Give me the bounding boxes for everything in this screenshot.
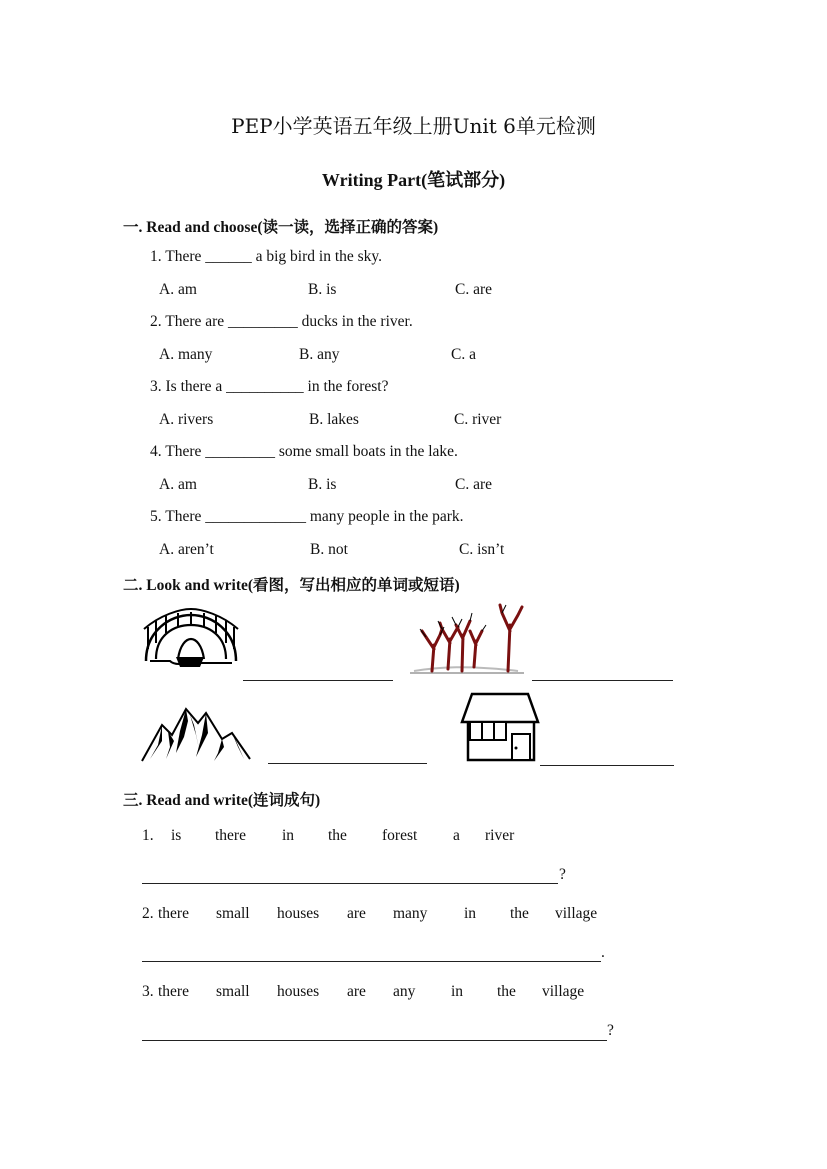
q5-option-c[interactable]: C. isn’t — [459, 541, 505, 558]
item-1-word: a — [453, 827, 460, 844]
question-2: 2. There are _________ ducks in the river. — [150, 313, 413, 330]
q1-option-a[interactable]: A. am — [159, 281, 197, 298]
item-3-word: are — [347, 983, 366, 1000]
item-3-number: 3. — [142, 983, 154, 1000]
q4-option-b[interactable]: B. is — [308, 476, 337, 493]
section-2-heading: 二. Look and write(看图，写出相应的单词或短语) — [123, 577, 460, 594]
q3-option-b[interactable]: B. lakes — [309, 411, 359, 428]
answer-line-trees[interactable] — [532, 680, 673, 681]
page-subtitle: Writing Part(笔试部分) — [321, 170, 506, 190]
item-1-word: the — [328, 827, 347, 844]
item-2-word: there — [158, 905, 189, 922]
item-2-word: are — [347, 905, 366, 922]
question-5: 5. There _____________ many people in the park. — [150, 508, 464, 525]
answer-line-2[interactable] — [142, 961, 601, 962]
item-1-word: there — [215, 827, 246, 844]
page-title: PEP小学英语五年级上册Unit 6单元检测 — [231, 114, 596, 138]
answer-line-bridge[interactable] — [243, 680, 393, 681]
item-3-word: the — [497, 983, 516, 1000]
item-2-word: in — [464, 905, 477, 922]
house-picture — [458, 690, 542, 764]
q2-option-b[interactable]: B. any — [299, 346, 340, 363]
q5-option-b[interactable]: B. not — [310, 541, 348, 558]
item-2-word: the — [510, 905, 529, 922]
q4-option-a[interactable]: A. am — [159, 476, 197, 493]
item-1-word: is — [171, 827, 182, 844]
q1-option-b[interactable]: B. is — [308, 281, 337, 298]
item-2-word: small — [216, 905, 250, 922]
item-3-word: in — [451, 983, 464, 1000]
item-3-word: there — [158, 983, 189, 1000]
section-1-heading: 一. Read and choose(读一读，选择正确的答案) — [123, 219, 439, 236]
item-2-word: many — [393, 905, 428, 922]
item-1-word: river — [485, 827, 515, 844]
q2-option-a[interactable]: A. many — [159, 346, 213, 363]
item-1-end-mark: ? — [559, 866, 566, 883]
answer-line-mountains[interactable] — [268, 763, 427, 764]
item-1-number: 1. — [142, 827, 154, 844]
q1-option-c[interactable]: C. are — [455, 281, 493, 298]
item-1-word: in — [282, 827, 295, 844]
item-2-number: 2. — [142, 905, 154, 922]
question-1: 1. There ______ a big bird in the sky. — [150, 248, 383, 265]
q2-option-c[interactable]: C. a — [451, 346, 476, 363]
answer-line-3[interactable] — [142, 1040, 607, 1041]
answer-line-house[interactable] — [540, 765, 674, 766]
item-2-word: village — [555, 905, 598, 922]
mountains-picture — [140, 701, 252, 763]
item-2-end-mark: . — [601, 944, 605, 961]
trees-picture — [408, 601, 526, 677]
item-2-word: houses — [277, 905, 320, 922]
item-3-word: small — [216, 983, 250, 1000]
question-4: 4. There _________ some small boats in the lake. — [150, 443, 458, 460]
q3-option-c[interactable]: C. river — [454, 411, 502, 428]
q3-option-a[interactable]: A. rivers — [159, 411, 214, 428]
q5-option-a[interactable]: A. aren’t — [159, 541, 214, 558]
item-1-word: forest — [382, 827, 418, 844]
item-3-word: village — [542, 983, 585, 1000]
bridge-picture — [140, 603, 242, 667]
item-3-end-mark: ? — [607, 1022, 614, 1039]
q4-option-c[interactable]: C. are — [455, 476, 493, 493]
section-3-heading: 三. Read and write(连词成句) — [123, 792, 321, 809]
answer-line-1[interactable] — [142, 883, 558, 884]
item-3-word: houses — [277, 983, 320, 1000]
item-3-word: any — [393, 983, 416, 1000]
question-3: 3. Is there a __________ in the forest? — [150, 378, 389, 395]
